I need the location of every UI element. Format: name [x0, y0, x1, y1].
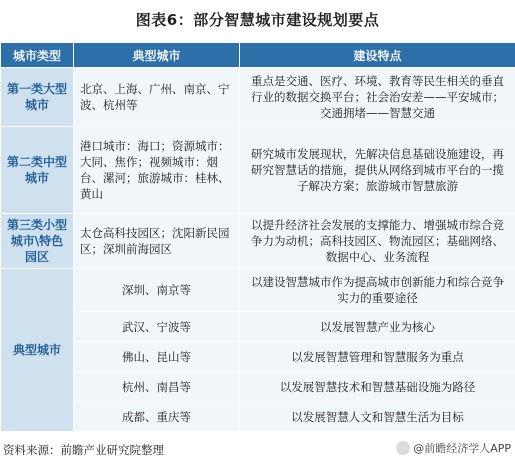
- feature-cell: 以发展智慧技术和智慧基础设施为路径: [240, 372, 515, 402]
- category-cell: 第一类大型城市: [1, 68, 74, 127]
- table-header-row: [1, 43, 515, 68]
- cities-cell: 成都、重庆等: [74, 402, 240, 432]
- cities-cell: 佛山、昆山等: [74, 342, 240, 372]
- table-row: [1, 312, 515, 342]
- source-note: 资料来源：前瞻产业研究院整理: [3, 443, 164, 457]
- watermark: [396, 440, 511, 456]
- cities-cell: 深圳、南京等: [74, 269, 240, 312]
- cities-cell: 太仓高科技园区；沈阳新民园区；深圳前海园区: [74, 214, 240, 269]
- planning-table: [0, 42, 515, 432]
- header-city-type: 城市类型: [1, 43, 74, 68]
- table-row: [1, 342, 515, 372]
- cities-cell: 北京、上海、广州、南京、宁波、杭州等: [74, 68, 240, 127]
- feature-cell: 研究城市发展现状，先解决信息基础设施建设，再研究智慧话的措施，提供从网络到城市平台的一揽子解决方案；旅游城市智慧旅游: [240, 127, 515, 214]
- category-cell: 典型城市: [1, 269, 74, 432]
- cities-cell: 武汉、宁波等: [74, 312, 240, 342]
- feature-cell: 以发展智慧人文和智慧生活为目标: [240, 402, 515, 432]
- header-typical-cities: 典型城市: [74, 43, 240, 68]
- feature-cell: 以提升经济社会发展的支撑能力、增强城市综合竞争力为动机；高科技园区、物流园区；基础网络、数据中心、业务流程: [240, 214, 515, 269]
- feature-cell: 重点是交通、医疗、环境、教育等民生相关的垂直行业的数据交换平台；社会治安差——平安城市；交通拥堵——智慧交通: [240, 68, 515, 127]
- table-row: [1, 372, 515, 402]
- header-features: 建设特点: [240, 43, 515, 68]
- category-cell: 第三类小型城市\特色园区: [1, 214, 74, 269]
- table-row: [1, 402, 515, 432]
- feature-cell: 以发展智慧产业为核心: [240, 312, 515, 342]
- table-row: [1, 214, 515, 269]
- figure-title: 图表6：部分智慧城市建设规划要点: [135, 11, 380, 29]
- feature-cell: 以发展智慧管理和智慧服务为重点: [240, 342, 515, 372]
- table-row: [1, 127, 515, 214]
- wechat-icon: [396, 441, 410, 455]
- category-cell: 第二类中型城市: [1, 127, 74, 214]
- cities-cell: 杭州、南昌等: [74, 372, 240, 402]
- table-row: [1, 68, 515, 127]
- watermark-text: @前瞻经济学人APP: [413, 442, 511, 455]
- feature-cell: 以建设智慧城市作为提高城市创新能力和综合竞争实力的重要途径: [240, 269, 515, 312]
- cities-cell: 港口城市：海口；资源城市：大同、焦作；视频城市：烟台、漯河；旅游城市：桂林、黄山: [74, 127, 240, 214]
- table-row: [1, 269, 515, 312]
